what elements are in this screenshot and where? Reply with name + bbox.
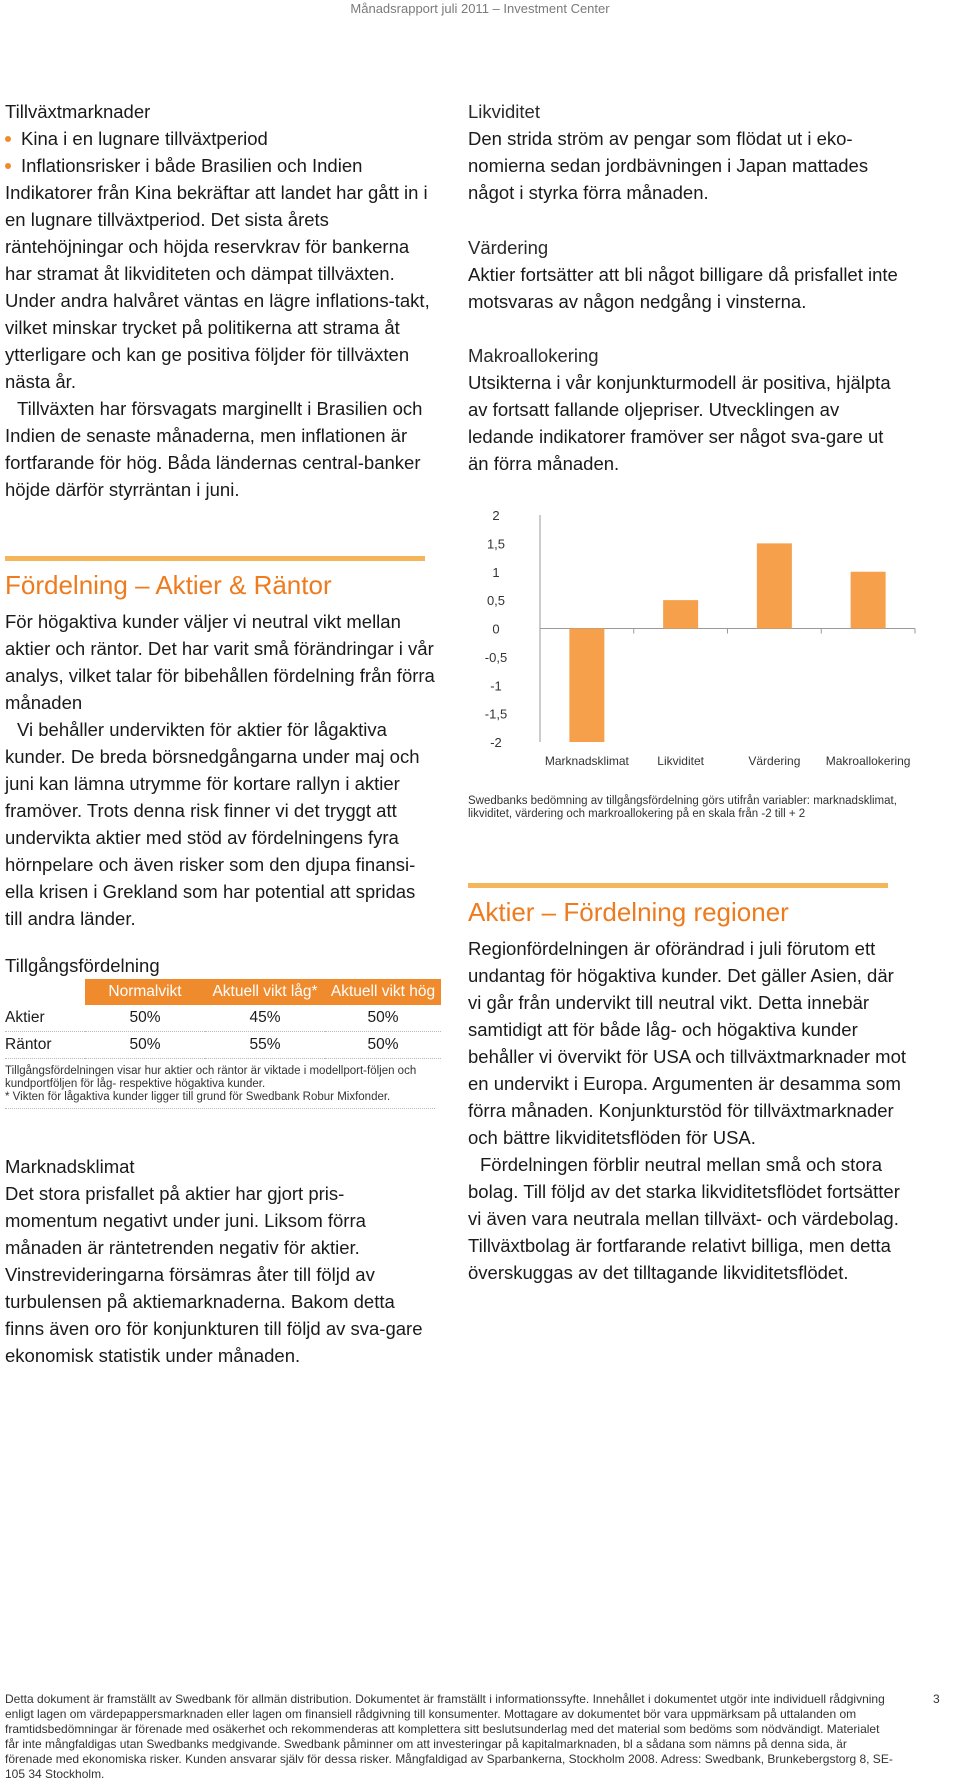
section-vardering — [468, 234, 908, 315]
table-cell: 50% — [85, 1032, 205, 1059]
section-marknadsklimat — [5, 1153, 435, 1369]
disclaimer-footer: Detta dokument är framställt av Swedbank för allmän distribution. Dokumentet är framställt i informationssyfte. Innehållet i dokumentet utgör inte individuell rådgivning enligt lagen om värdepappersmarknaden eller lagen om finansiell rådgivning till konsumenter. Mottagare av dokumentet bör vara uppmärksam på uttalanden om framtidsbedömningar är förenade med osäkerhet och rekommenderas att komplettera sitt beslutsunderlag med det material som bedöms som nödvändigt. Materialet får inte mångfaldigas utan Swedbanks medgivande. Swedbank påminner om att investeringar på kapitalmarknaden, bl a sådana som nämns på denna sida, är förenade med ekonomiska risker. Kunden ansvarar själv för dessa risker. Mångfaldigad av Sparbankerna, Stockholm 2008. Adress: Swedbank, Brunkebergstorg 8, SE-105 34 Stockholm. — [5, 1692, 893, 1781]
table-header-row — [5, 979, 441, 1005]
bullet-item: Kina i en lugnare tillväxtperiod — [5, 125, 435, 152]
table-note: Tillgångsfördelningen visar hur aktier och räntor är viktade i modellport-följen och kundportföljen för låg- respektive högaktiva kunder. — [5, 1065, 417, 1090]
paragraph: Den strida ström av pengar som flödat ut i eko-nomierna sedan jordbävningen i Japan mattades något i styrka förra månaden. — [468, 128, 869, 203]
heading-likviditet: Likviditet — [468, 101, 540, 122]
paragraph: Regionfördelningen är oförändrad i juli förutom ett undantag för högaktiva kunder. Det gäller Asien, där vi går från undervikt till neutral vikt. Detta innebär samtidigt att för både låg- och högaktiva kunder behåller vi övervikt för USA och tillväxtmarknader mot en undervikt i Europa. Argumenten är desamma som förra månaden. Konjunkturstöd för tillväxtmarknader och bättre likviditetsflöden för USA. — [468, 938, 907, 1148]
chart-bar — [757, 543, 792, 628]
chart-caption: Swedbanks bedömning av tillgångsfördelning görs utifrån variabler: marknadsklimat, likviditet, värdering och markroallokering på en skala från -2 till + 2 — [468, 795, 897, 820]
table-header-blank — [5, 979, 85, 1005]
y-tick-label: 1 — [492, 564, 500, 580]
heading-tillgangsfordelning: Tillgångsfördelning — [5, 955, 160, 976]
section-fordelning — [5, 568, 435, 932]
orange-rule — [5, 556, 425, 561]
row-label: Räntor — [5, 1032, 85, 1059]
chart-bar — [851, 572, 886, 629]
section-likviditet — [468, 98, 908, 206]
x-category-label: Marknadsklimat — [544, 754, 629, 768]
table-cell: 50% — [325, 1032, 441, 1059]
orange-rule — [468, 883, 888, 888]
chart-tick-labels — [485, 508, 507, 750]
bullet-list — [5, 125, 435, 179]
paragraph: Aktier fortsätter att bli något billigare då prisfallet inte motsvaras av någon nedgång i vinsterna. — [468, 264, 898, 312]
table-row — [5, 1032, 441, 1059]
section-tillvaxtmarknader — [5, 98, 435, 503]
x-category-label: Makroallokering — [825, 754, 911, 768]
table-row — [5, 1005, 441, 1032]
y-tick-label: -1 — [490, 678, 502, 694]
page-number: 3 — [933, 1692, 940, 1706]
table-cell: 45% — [205, 1005, 325, 1032]
chart-bar — [663, 600, 698, 628]
section-makroallokering — [468, 342, 908, 477]
allocation-table — [5, 979, 441, 1059]
paragraph: Det stora prisfallet på aktier har gjort pris-momentum negativt under juni. Liksom förra månaden är räntetrenden negativ för aktier. Vinstrevideringarna försämras åter till följd av turbulensen på aktiemarknaderna. Bakom detta finns även oro för konjunkturen till följd av sva-gare ekonomisk statistik under månaden. — [5, 1183, 423, 1366]
report-header: Månadsrapport juli 2011 – Investment Center — [350, 1, 610, 16]
chart-bars-group — [569, 543, 885, 742]
y-tick-label: 0,5 — [486, 593, 506, 609]
heading-regioner: Aktier – Fördelning regioner — [468, 897, 789, 927]
table-cell: 50% — [325, 1005, 441, 1032]
table-cell: 50% — [85, 1005, 205, 1032]
allocation-bar-chart — [460, 505, 920, 780]
table-cell: 55% — [205, 1032, 325, 1059]
paragraph: Utsikterna i vår konjunkturmodell är positiva, hjälpta av fortsatt fallande oljepriser. Utvecklingen av ledande indikatorer framöver ser något sva-gare ut än förra månaden. — [468, 372, 891, 474]
row-label: Aktier — [5, 1005, 85, 1032]
section-tillgangsfordelning — [5, 952, 445, 1109]
table-header-cell: Aktuell vikt hög — [325, 979, 441, 1005]
chart-bar — [569, 629, 604, 743]
y-tick-label: -0,5 — [484, 649, 508, 665]
heading-makroallokering: Makroallokering — [468, 345, 599, 366]
heading-marknadsklimat: Marknadsklimat — [5, 1156, 135, 1177]
paragraph: För högaktiva kunder väljer vi neutral vikt mellan aktier och räntor. Det har varit små förändringar i vår analys, vilket talar för bibehållen fördelning från förra månaden — [5, 611, 435, 713]
x-category-label: Likviditet — [657, 754, 704, 768]
table-header-cell: Normalvikt — [85, 979, 205, 1005]
x-category-label: Värdering — [748, 754, 801, 768]
y-tick-label: 1,5 — [486, 536, 506, 552]
heading-vardering: Värdering — [468, 237, 549, 258]
y-tick-label: 2 — [492, 508, 500, 523]
y-tick-label: 0 — [492, 621, 500, 637]
y-tick-label: -2 — [490, 735, 502, 750]
paragraph: Fördelningen förblir neutral mellan små och stora bolag. Till följd av det starka likviditetsflödet fortsätter vi även vara neutrala mellan tillväxt- och värdebolag. Tillväxtbolag är fortfarande relativt billiga, men detta överskuggas av det tilltagande likviditetsflödet. — [468, 1154, 900, 1283]
section-regioner — [468, 895, 908, 1286]
table-footnote: * Vikten för lågaktiva kunder ligger till grund för Swedbank Robur Mixfonder. — [5, 1091, 435, 1109]
heading-fordelning: Fördelning – Aktier & Räntor — [5, 570, 332, 600]
table-header-cell: Aktuell vikt låg* — [205, 979, 325, 1005]
y-tick-label: -1,5 — [484, 706, 508, 722]
heading-tillvaxtmarknader: Tillväxtmarknader — [5, 101, 151, 122]
paragraph: Indikatorer från Kina bekräftar att landet har gått in i en lugnare tillväxtperiod. Det sista årets räntehöjningar och höjda reservkrav för bankerna har stramat åt likviditeten och dämpat tillväxten. Under andra halvåret väntas en lägre inflations-takt, vilket minskar trycket på politikerna att strama åt ytterligare och kan ge positiva följder för tillväxten nästa år. — [5, 182, 430, 392]
paragraph: Tillväxten har försvagats marginellt i Brasilien och Indien de senaste månaderna, men inflationen är fortfarande för hög. Båda ländernas central-banker höjde därför styrräntan i juni. — [5, 398, 423, 500]
bullet-item: Inflationsrisker i både Brasilien och Indien — [5, 152, 435, 179]
chart-category-labels — [545, 754, 911, 768]
paragraph: Vi behåller undervikten för aktier för lågaktiva kunder. De breda börsnedgångarna under maj och juni kan lämna utrymme för kortare rallyn i aktier framöver. Trots denna risk finner vi det tryggt att undervikta aktier med stöd av fördelningens fyra hörnpelare och även risker som den djupa finansi-ella krisen i Grekland som har potential att spridas till andra länder. — [5, 719, 420, 929]
